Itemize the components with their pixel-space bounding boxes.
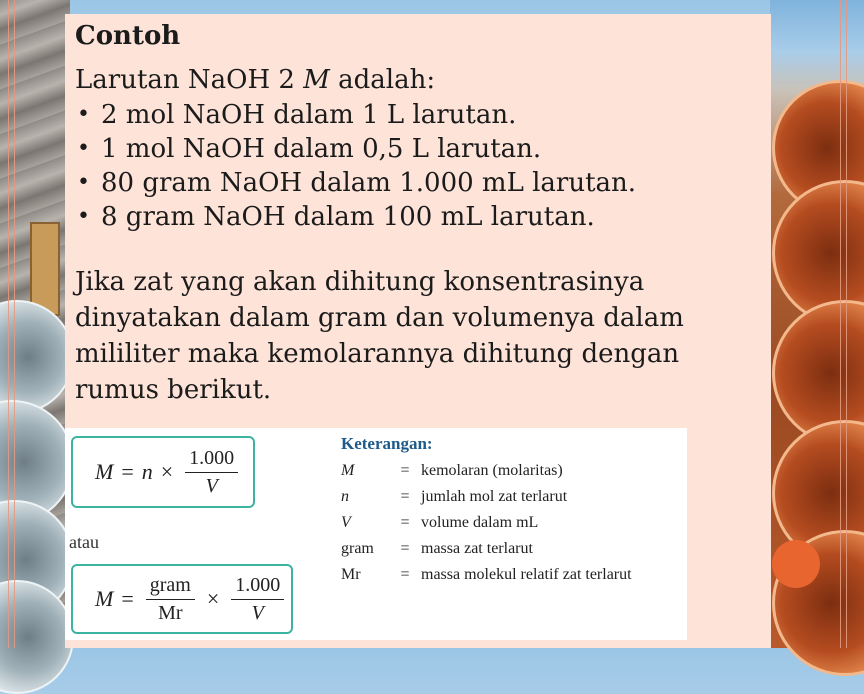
- fraction-denominator: V: [205, 474, 218, 497]
- formula-molarity-mol: [71, 436, 255, 508]
- bullet-icon: •: [77, 136, 90, 161]
- decor-line: [846, 0, 847, 648]
- intro-suffix: adalah:: [329, 65, 436, 95]
- list-item-text: 80 gram NaOH dalam 1.000 mL larutan.: [101, 168, 637, 198]
- list-item: [75, 98, 765, 132]
- fraction-numerator: gram: [146, 574, 195, 600]
- formula-lhs: M: [95, 459, 114, 484]
- formula-n: n: [141, 459, 153, 484]
- keterangan-row: [341, 510, 711, 536]
- keterangan-row: [341, 458, 711, 484]
- keterangan-row: [341, 484, 711, 510]
- keterangan-equals: =: [400, 462, 410, 479]
- fraction-denominator: Mr: [158, 601, 183, 624]
- decor-line: [8, 0, 9, 648]
- keterangan-definition: jumlah mol zat terlarut: [421, 488, 568, 505]
- keterangan-row: [341, 536, 711, 562]
- formula-molarity-gram: [71, 564, 293, 634]
- intro-unit: M: [303, 65, 330, 95]
- example-list: [75, 98, 765, 234]
- bullet-icon: •: [77, 204, 90, 229]
- keterangan-definition: volume dalam mL: [421, 514, 539, 531]
- decor-line: [840, 0, 841, 648]
- bullet-icon: •: [77, 170, 90, 195]
- fraction-numerator: 1.000: [185, 447, 238, 473]
- bullet-icon: •: [77, 102, 90, 127]
- keterangan-equals: =: [400, 540, 410, 557]
- accent-dot: [772, 540, 820, 588]
- formula-equals: =: [121, 586, 134, 611]
- keterangan-symbol: Mr: [341, 566, 361, 583]
- keterangan-symbol: n: [341, 488, 349, 505]
- formula-times: ×: [206, 586, 220, 611]
- explanation-paragraph: Jika zat yang akan dihitung konsentrasinya dinyatakan dalam gram dan volumenya dalam mililiter maka kemolarannya dihitung dengan rumus berikut.: [75, 267, 684, 405]
- formula-fraction: [185, 447, 238, 498]
- keterangan-definition: massa zat terlarut: [421, 540, 533, 557]
- formula-times: ×: [160, 459, 174, 484]
- slide-heading: Contoh: [75, 21, 181, 51]
- slide-text: [75, 14, 765, 408]
- keterangan-symbol: V: [341, 514, 351, 531]
- keterangan-title: Keterangan:: [341, 434, 433, 453]
- keterangan-symbol: gram: [341, 540, 374, 557]
- intro-line: [75, 62, 765, 98]
- formula-figure: [65, 428, 687, 640]
- keterangan-definition: kemolaran (molaritas): [421, 462, 563, 479]
- list-item-text: 1 mol NaOH dalam 0,5 L larutan.: [101, 134, 542, 164]
- formula-fraction: [146, 574, 195, 625]
- intro-prefix: Larutan NaOH 2: [75, 65, 304, 95]
- keterangan-definition: massa molekul relatif zat terlarut: [421, 566, 632, 583]
- formula-equals: =: [121, 459, 134, 484]
- fraction-denominator: V: [251, 601, 264, 624]
- keterangan-equals: =: [400, 488, 410, 505]
- fraction-numerator: 1.000: [231, 574, 284, 600]
- atau-label: atau: [69, 532, 99, 552]
- list-item-text: 2 mol NaOH dalam 1 L larutan.: [101, 100, 517, 130]
- list-item: [75, 200, 765, 234]
- keterangan-symbol: M: [341, 462, 355, 479]
- keterangan-row: [341, 562, 711, 588]
- list-item: [75, 132, 765, 166]
- keterangan-equals: =: [400, 514, 410, 531]
- list-item: [75, 166, 765, 200]
- list-item-text: 8 gram NaOH dalam 100 mL larutan.: [101, 202, 595, 232]
- keterangan-legend: [341, 434, 711, 588]
- formula-fraction: [231, 574, 284, 625]
- keterangan-equals: =: [400, 566, 410, 583]
- decor-line: [14, 0, 15, 648]
- formula-lhs: M: [95, 586, 114, 611]
